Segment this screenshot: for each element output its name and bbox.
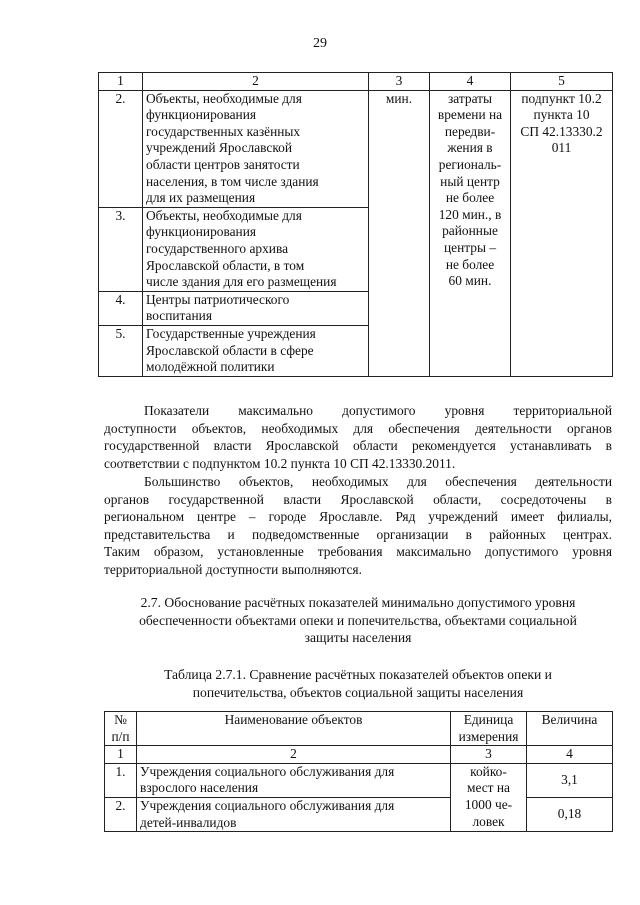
object-name: Объекты, необходимые для функционирования государственного архива Ярославской области, в том числе здания для его размещения (143, 207, 369, 291)
row-number: 2. (99, 90, 143, 207)
row-number: 2. (105, 797, 137, 831)
col-number: 2 (143, 73, 369, 91)
objects-table (98, 72, 613, 377)
object-name: Объекты, необходимые для функционирования государственных казённых учреждений Ярославской области центров занятости населения, в том числе здания для их размещения (143, 90, 369, 207)
table-row (105, 763, 613, 797)
col-number: 1 (99, 73, 143, 91)
value-cell: затраты времени на передви- жения в региональ- ный центр не более 120 мин., в районные центры – не более 60 мин. (430, 90, 511, 376)
row-number: 4. (99, 291, 143, 325)
unit-cell: койко- мест на 1000 че- ловек (451, 763, 527, 831)
basis-cell: подпункт 10.2 пункта 10 СП 42.13330.2 011 (511, 90, 613, 376)
object-name: Учреждения социального обслуживания для взрослого населения (137, 763, 451, 797)
section-heading: 2.7. Обоснование расчётных показателей минимально допустимого уровня обеспеченности объектами опеки и попечительства, объектами социальной защиты населения (139, 595, 577, 646)
value-cell: 3,1 (527, 763, 613, 797)
table-row (99, 90, 613, 207)
table-header-row (99, 73, 613, 91)
table-header-row (105, 712, 613, 746)
table-caption: Таблица 2.7.1. Сравнение расчётных показателей объектов опеки и попечительства, объектов социальной защиты населения (164, 667, 552, 700)
row-number: 5. (99, 325, 143, 376)
header-unit: Единица измерения (451, 712, 527, 746)
col-number: 2 (137, 746, 451, 764)
col-number: 3 (451, 746, 527, 764)
table-row (105, 797, 613, 831)
page-number: 29 (313, 36, 327, 51)
row-number: 3. (99, 207, 143, 291)
header-value: Величина (527, 712, 613, 746)
social-protection-table (104, 711, 613, 832)
col-number: 3 (369, 73, 430, 91)
col-number: 4 (430, 73, 511, 91)
value-cell: 0,18 (527, 797, 613, 831)
object-name: Учреждения социального обслуживания для детей-инвалидов (137, 797, 451, 831)
object-name: Центры патриотического воспитания (143, 291, 369, 325)
paragraph-conclusion: Большинство объектов, необходимых для обеспечения деятельности органов государственной власти Ярославской области, сосредоточены в региональном центре – городе Ярославле. Ряд учреждений имеет филиалы, представительства и подведомственные организации в районных центрах. Таким образом, установленные требования максимально допустимого уровня территориальной доступности выполняются. (104, 474, 612, 577)
col-number: 5 (511, 73, 613, 91)
col-number: 4 (527, 746, 613, 764)
unit-cell: мин. (369, 90, 430, 376)
header-num: № п/п (105, 712, 137, 746)
paragraph-indicators: Показатели максимально допустимого уровня территориальной доступности объектов, необходимых для обеспечения деятельности органов государственной власти Ярославской области рекомендуется устанавливать в соответствии с подпунктом 10.2 пункта 10 СП 42.13330.2011. (104, 403, 612, 471)
col-number: 1 (105, 746, 137, 764)
row-number: 1. (105, 763, 137, 797)
header-name: Наименование объектов (137, 712, 451, 746)
object-name: Государственные учреждения Ярославской области в сфере молодёжной политики (143, 325, 369, 376)
column-numbers-row (105, 746, 613, 764)
